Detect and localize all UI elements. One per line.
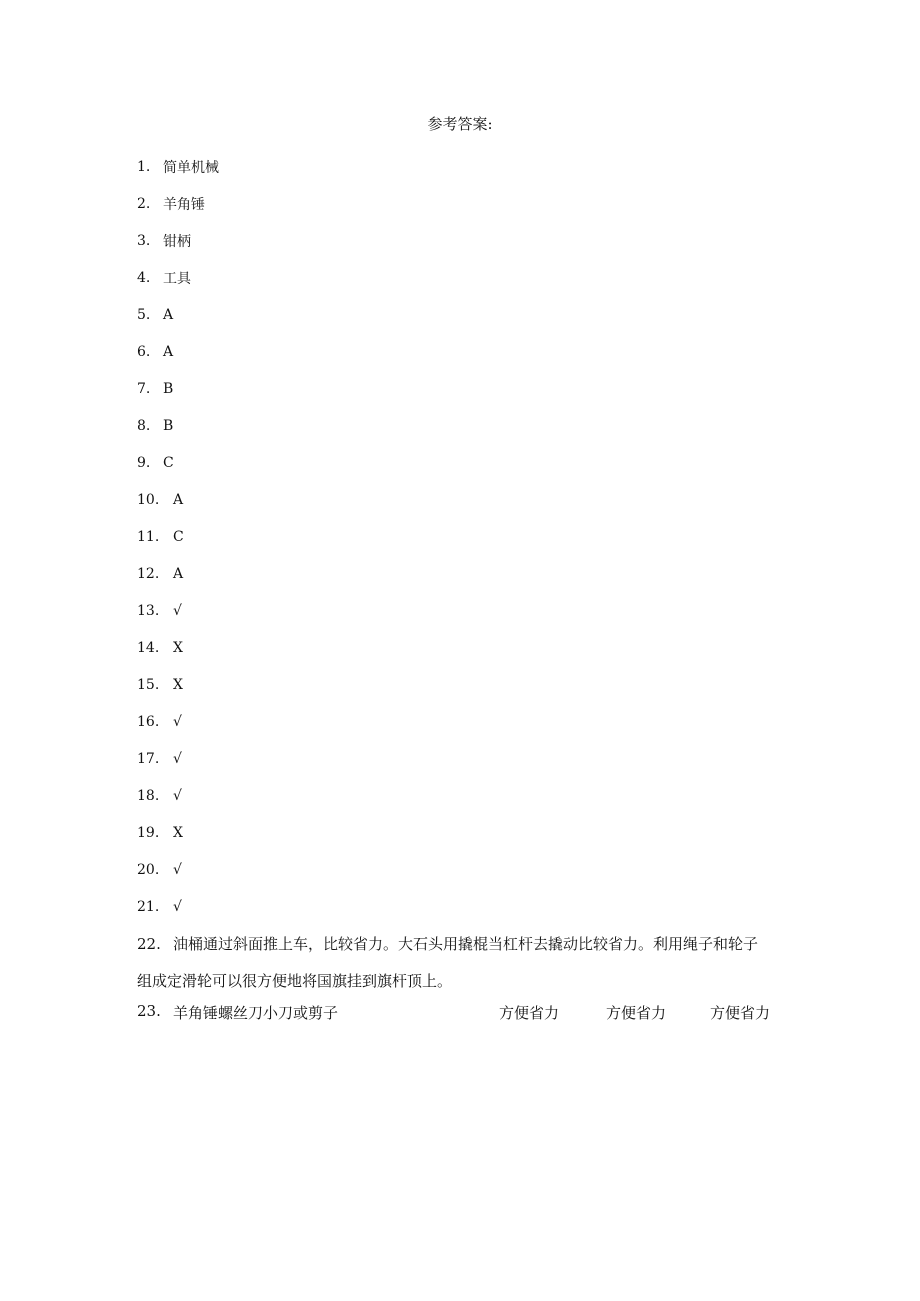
question-number: 12.: [137, 565, 160, 582]
question-number: 7.: [137, 380, 151, 397]
answer-value: √: [173, 750, 182, 767]
question-number: 1.: [137, 158, 151, 175]
answer-row: [137, 777, 797, 814]
answer-value: 工具: [163, 270, 191, 287]
answer-value: A: [173, 565, 184, 582]
answer-row: [137, 481, 797, 518]
answer-row: [137, 222, 797, 259]
answer-22-line-2: [137, 962, 787, 999]
answer-row: [137, 814, 797, 851]
question-number: 19.: [137, 824, 160, 841]
answer-list: [137, 148, 797, 925]
question-number: 18.: [137, 787, 160, 804]
answer-row: [137, 259, 797, 296]
answer-row: [137, 333, 797, 370]
answer-23-blank-2: 方便省力: [606, 1004, 667, 1022]
page-title: 参考答案:: [427, 115, 493, 133]
answer-text: 油桶通过斜面推上车，比较省力。大石头用撬棍当杠杆去撬动比较省力。利用绳子和轮子: [173, 935, 759, 953]
question-number: 4.: [137, 269, 151, 286]
answer-row: [137, 888, 797, 925]
answer-row: [137, 703, 797, 740]
question-number: 6.: [137, 343, 151, 360]
answer-value: C: [163, 454, 174, 471]
question-number: 11.: [137, 528, 160, 545]
answer-value: A: [163, 306, 174, 323]
answer-row: [137, 148, 797, 185]
answer-value: √: [173, 602, 182, 619]
question-number: 20.: [137, 861, 160, 878]
answer-value: 羊角锤: [163, 196, 205, 213]
question-number: 15.: [137, 676, 160, 693]
answer-23: [137, 998, 797, 1026]
question-number: 23.: [137, 1002, 161, 1020]
answer-23-blank-3: 方便省力: [710, 1004, 771, 1022]
answer-value: A: [173, 491, 184, 508]
answer-value: B: [163, 380, 174, 397]
question-number: 5.: [137, 306, 151, 323]
answer-row: [137, 370, 797, 407]
answer-value: X: [173, 824, 183, 841]
question-number: 10.: [137, 491, 160, 508]
question-number: 16.: [137, 713, 160, 730]
answer-value: B: [163, 417, 174, 434]
answer-row: [137, 629, 797, 666]
answer-value: A: [163, 343, 174, 360]
answer-row: [137, 185, 797, 222]
question-number: 21.: [137, 898, 160, 915]
answer-row: [137, 666, 797, 703]
question-number: 8.: [137, 417, 151, 434]
answer-value: √: [173, 713, 182, 730]
question-number: 17.: [137, 750, 160, 767]
answer-value: X: [173, 676, 183, 693]
question-number: 13.: [137, 602, 160, 619]
answer-value: √: [173, 787, 182, 804]
answer-row: [137, 444, 797, 481]
question-number: 3.: [137, 232, 151, 249]
answer-row: [137, 296, 797, 333]
question-number: 9.: [137, 454, 151, 471]
answer-22: [137, 925, 787, 999]
answer-row: [137, 740, 797, 777]
answer-value: 简单机械: [163, 159, 219, 176]
answer-value: C: [173, 528, 184, 545]
answer-value: √: [173, 898, 182, 915]
answer-row: [137, 518, 797, 555]
answer-23-blank-1: 方便省力: [499, 1004, 560, 1022]
answer-22-line-1: [137, 925, 787, 962]
answer-row: [137, 592, 797, 629]
answer-row: [137, 555, 797, 592]
answer-value: 钳柄: [163, 233, 191, 250]
question-number: 2.: [137, 195, 151, 212]
answer-text-continued: 组成定滑轮可以很方便地将国旗挂到旗杆顶上。: [137, 972, 453, 990]
answer-23-tools: 羊角锤螺丝刀小刀或剪子: [173, 1004, 339, 1022]
answer-row: [137, 851, 797, 888]
question-number: 14.: [137, 639, 160, 656]
answer-row: [137, 407, 797, 444]
answer-value: √: [173, 861, 182, 878]
question-number: 22.: [137, 934, 161, 953]
answer-value: X: [173, 639, 183, 656]
